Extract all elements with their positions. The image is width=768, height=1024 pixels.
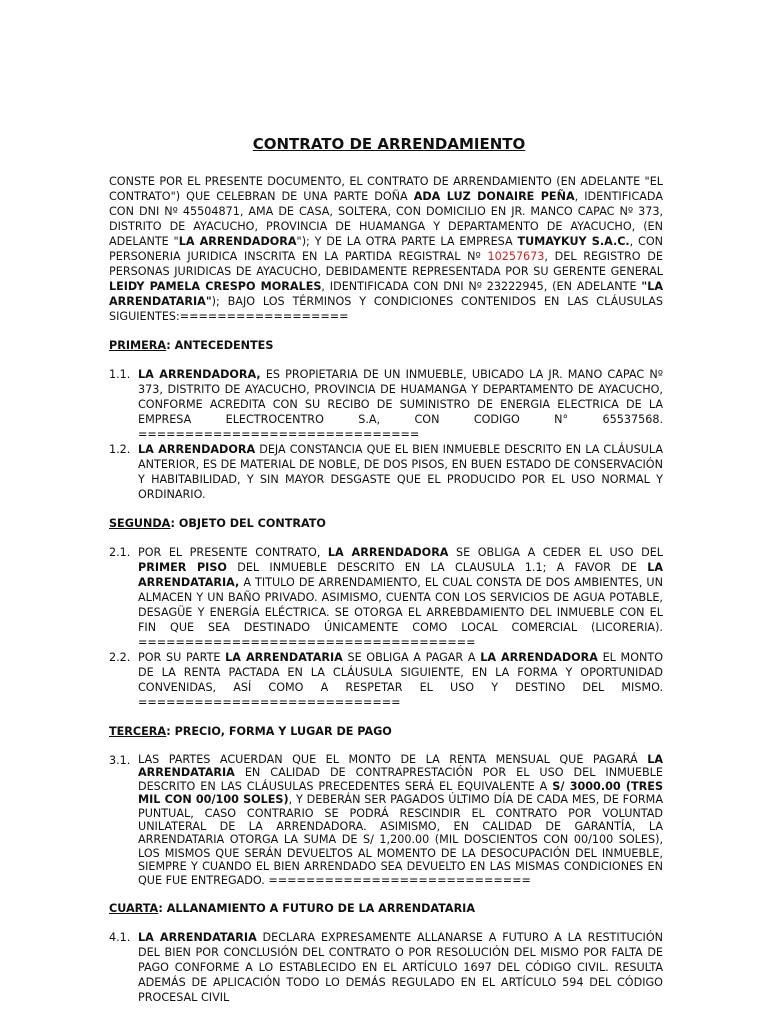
clause-bold: PRIMER PISO bbox=[138, 561, 227, 574]
clause-text bbox=[138, 545, 663, 650]
clause-number: 2.1. bbox=[109, 546, 131, 559]
clause-body: DECLARA EXPRESAMENTE ALLANARSE A FUTURO A LA RESTITUCIÓN DEL BIEN POR CONCLUSIÓN DEL CONTRATO O POR RESOLUCIÓN DEL MISMO POR FALTA DE PAGO CONFORME A LO ESTABLECIDO EN EL ARTÍCULO 1697 DEL CÓDIGO CIVIL. RESULTA ADEMÁS DE APLICACIÓN TODO LO DEMÁS REGULADO EN EL ARTÍCULO 594 DEL CÓDIGO PROCESAL CIVIL bbox=[138, 931, 664, 1005]
section-heading-tercera bbox=[109, 724, 663, 739]
clause-bold: LA ARRENDATARIA, bbox=[138, 561, 663, 589]
clause-body: A TITULO DE ARRENDAMIENTO, EL CUAL CONSTA DE DOS AMBIENTES, UN ALMACEN Y UN BAÑO PRIVADO. ASIMISMO, CUENTA CON LOS SERVICIOS DE AGUA POTABLE, DESAGÜE Y ENERGÍA ELÉCTRICA. SE OTORGA EL ARREBDAMIENTO DEL INMUEBLE CON EL FIN QUE SEA DESTINADO ÚNICAMENTE COMO LOCAL COMERCIAL (LICORERIA). ==================================== bbox=[138, 576, 663, 649]
clause-body: EN CALIDAD DE CONTRAPRESTACIÓN POR EL USO DEL INMUEBLE DESCRITO EN LAS CLÁUSULAS PRECEDENTES SERÁ EL EQUIVALENTE A bbox=[138, 766, 663, 793]
clause-number: 4.1. bbox=[109, 931, 131, 945]
clause-body: DEJA CONSTANCIA QUE EL BIEN INMUEBLE DESCRITO EN LA CLÁUSULA ANTERIOR, ES DE MATERIAL DE NOBLE, DE DOS PISOS, EN BUEN ESTADO DE CONSERVACIÓN Y HABITABILIDAD, Y SIN MAYOR DESGASTE QUE EL PRODUCIDO POR EL USO NORMAL Y ORDINARIO. bbox=[138, 443, 664, 501]
clause-body: ES PROPIETARIA DE UN INMUEBLE, UBICADO LA JR. MANO CAPAC Nº 373, DISTRITO DE AYACUCHO, PROVINCIA DE HUAMANGA Y DEPARTAMENTO DE AYACUCHO, CONFORME ACREDITA CON SU RECIBO DE SUMINISTRO DE ENERGIA ELECTRICA DE LA EMPRESA ELECTROCENTRO S.A, CON CODIGO N° 65537568. ============================== bbox=[138, 368, 663, 441]
section-number: CUARTA bbox=[109, 902, 159, 916]
clause-1-1 bbox=[109, 367, 663, 442]
section-number: TERCERA bbox=[109, 725, 167, 738]
intro-company-name: TUMAYKUY S.A.C. bbox=[517, 235, 630, 248]
intro-text: , IDENTIFICADA CON DNI Nº 23222945, (EN ADELANTE bbox=[321, 280, 642, 293]
spacer bbox=[109, 502, 663, 516]
clause-4-1 bbox=[109, 930, 663, 1005]
clause-number: 1.1. bbox=[109, 368, 131, 381]
clause-text bbox=[138, 442, 663, 502]
intro-text: CONSTE POR EL PRESENTE DOCUMENTO, EL CONTRATO DE ARRENDAMIENTO (EN ADELANTE "EL CONTRATO") QUE CELEBRAN DE UNA PARTE DOÑA bbox=[109, 175, 663, 203]
intro-tenant-alias: "LA ARRENDATARIA" bbox=[109, 280, 663, 308]
intro-manager-name: LEIDY PAMELA CRESPO MORALES bbox=[109, 280, 322, 293]
intro-registry-number: 10257673 bbox=[487, 250, 545, 263]
intro-text: , IDENTIFICADA CON DNI Nº 45504871, AMA DE CASA, SOLTERA, CON DOMICILIO EN JR. MANCO CAPAC Nº 373, DISTRITO DE AYACUCHO, PROVINCIA DE HUAMANGA Y DEPARTAMENTO DE AYACUCHO, (EN ADELANTE " bbox=[109, 190, 663, 248]
clause-body: POR SU PARTE bbox=[138, 651, 226, 664]
intro-text: ); BAJO LOS TÉRMINOS Y CONDICIONES CONTENIDOS EN LAS CLÁUSULAS SIGUIENTES:================== bbox=[109, 295, 663, 323]
section-title: : ANTECEDENTES bbox=[166, 339, 274, 352]
section-number: SEGUNDA bbox=[109, 517, 171, 530]
clause-bold: LA ARRENDATARIA bbox=[138, 931, 257, 945]
clause-number: 3.1. bbox=[109, 754, 131, 767]
intro-landlord-alias: LA ARRENDADORA bbox=[178, 235, 297, 248]
clause-2-1 bbox=[109, 545, 663, 650]
clause-body: POR EL PRESENTE CONTRATO, bbox=[138, 546, 328, 559]
clause-2-2 bbox=[109, 650, 663, 710]
clause-bold: LA ARRENDATARIA bbox=[225, 651, 343, 664]
clause-bold: S/ 3000.00 (TRES MIL CON 00/100 SOLES) bbox=[138, 779, 663, 807]
intro-text: , DEL REGISTRO DE PERSONAS JURIDICAS DE AYACUCHO, DEBIDAMENTE REPRESENTADA POR SU GERENTE GENERAL bbox=[109, 250, 663, 278]
clause-bold: LA ARRENDATARIA bbox=[138, 753, 663, 780]
clause-text bbox=[138, 367, 663, 442]
clause-bold: LA ARRENDADORA bbox=[138, 443, 256, 456]
document-title: CONTRATO DE ARRENDAMIENTO bbox=[252, 135, 526, 153]
clause-number: 1.2. bbox=[109, 443, 131, 456]
clause-1-2 bbox=[109, 442, 663, 502]
spacer bbox=[109, 710, 663, 724]
section-title: : ALLANAMIENTO A FUTURO DE LA ARRENDATARIA bbox=[158, 902, 476, 916]
section-heading-segunda bbox=[109, 516, 663, 531]
clause-3-1 bbox=[109, 753, 663, 887]
clause-number: 2.2. bbox=[109, 651, 131, 664]
section-title: : OBJETO DEL CONTRATO bbox=[170, 517, 326, 530]
spacer bbox=[109, 887, 663, 901]
intro-text: "); Y DE LA OTRA PARTE LA EMPRESA bbox=[296, 235, 518, 248]
clause-body: SE OBLIGA A PAGAR A bbox=[342, 651, 481, 664]
clause-bold: LA ARRENDADORA bbox=[480, 651, 598, 664]
clause-body: DEL INMUEBLE DESCRITO EN LA CLAUSULA 1.1; A FAVOR DE bbox=[226, 561, 648, 574]
clause-text bbox=[138, 650, 663, 710]
section-number: PRIMERA bbox=[109, 339, 167, 352]
intro-text: , CON PERSONERIA JURIDICA INSCRITA EN LA PARTIDA REGISTRAL Nº bbox=[109, 235, 663, 263]
clause-bold: LA ARRENDADORA, bbox=[138, 368, 261, 381]
intro-paragraph bbox=[109, 174, 663, 324]
clause-body: , Y DEBERÁN SER PAGADOS ÚLTIMO DÍA DE CADA MES, DE FORMA PUNTUAL, CASO CONTRARIO SE PODRÁ RESCINDIR EL CONTRATO POR VOLUNTAD UNILATERAL DE LA ARRENDADORA. ASIMISMO, EN CALIDAD DE GARANTÍA, LA ARRENDATARIA OTORGA LA SUMA DE S/ 1,200.00 (MIL DOSCIENTOS CON 00/100 SOLES), LOS MISMOS QUE SERÁN DEVUELTOS AL MOMENTO DE LA DESOCUPACIÓN DEL INMUEBLE, SIEMPRE Y CUANDO EL BIEN ARRENDADO SEA DEVUELTO EN LAS MISMAS CONDICIONES EN QUE FUE ENTREGADO. ============================ bbox=[138, 793, 663, 887]
clause-body: SE OBLIGA A CEDER EL USO DEL bbox=[448, 546, 664, 559]
clause-text bbox=[138, 753, 663, 887]
intro-landlord-name: ADA LUZ DONAIRE PEÑA bbox=[413, 190, 575, 203]
section-title: : PRECIO, FORMA Y LUGAR DE PAGO bbox=[166, 725, 392, 738]
clause-body: LAS PARTES ACUERDAN QUE EL MONTO DE LA RENTA MENSUAL QUE PAGARÁ bbox=[138, 753, 648, 766]
clause-bold: LA ARRENDADORA bbox=[327, 546, 449, 559]
section-heading-cuarta bbox=[109, 901, 663, 916]
clause-body: EL MONTO DE LA RENTA PACTADA EN LA CLÁUSULA SIGUIENTE, EN LA FORMA Y OPORTUNIDAD CONVENIDAS, ASÍ COMO A RESPETAR EL USO Y DESTINO DEL MISMO. ============================ bbox=[138, 651, 664, 709]
clause-text bbox=[138, 930, 663, 1005]
section-heading-primera bbox=[109, 338, 663, 353]
